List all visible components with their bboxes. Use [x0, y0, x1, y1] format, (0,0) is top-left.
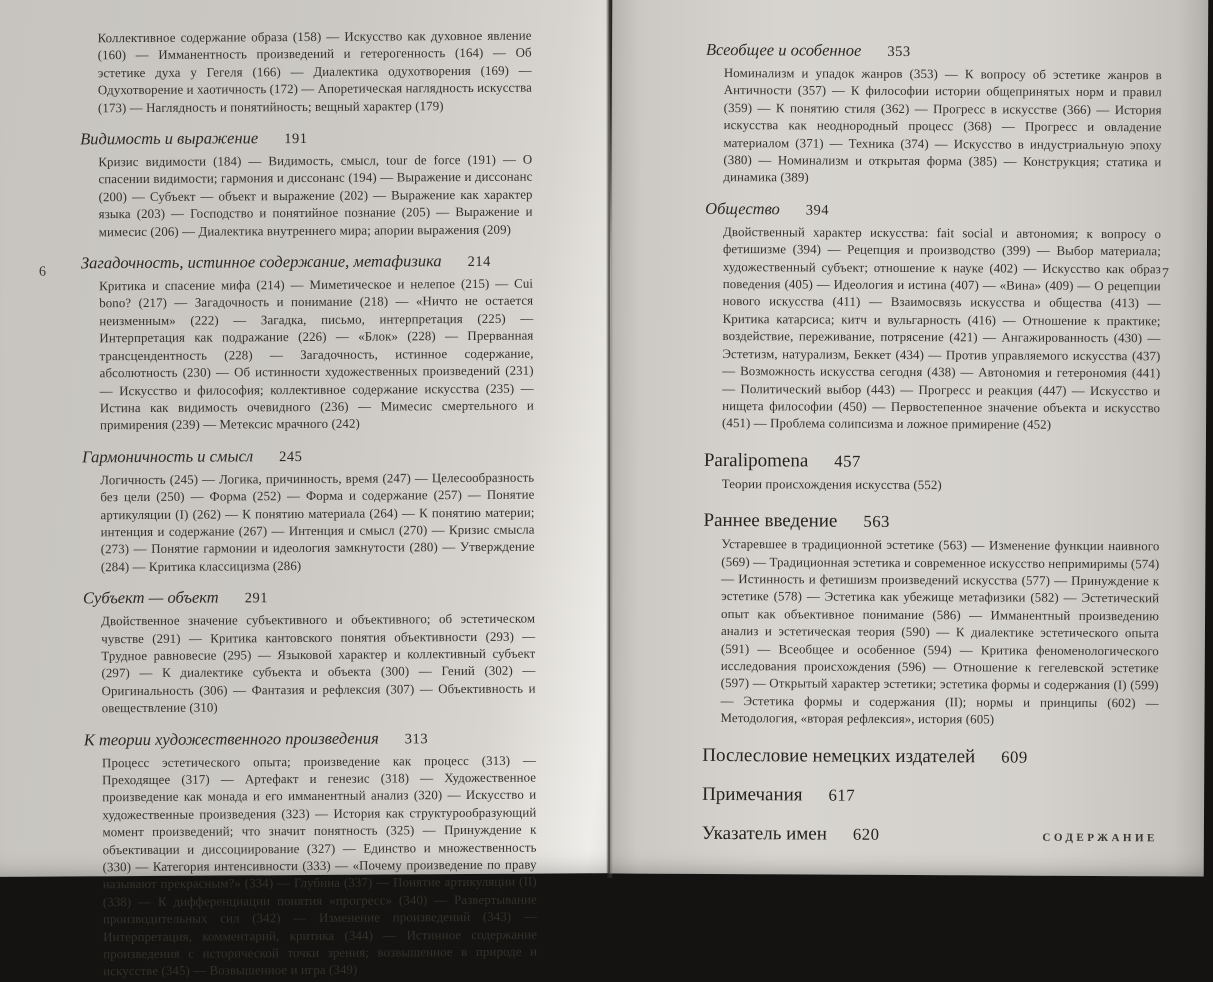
toc-section-title: Paralipomena [703, 449, 809, 472]
toc-section-body: Двойственное значение субъективного и объективного; об эстетическом чувстве (291) — Критика кантовского понятия объективности (293) — Трудное равновесие (295) — Языковой характер и коллективный субъект (297) — К диалектике субъекта и объекта (300) — Гений (302) — Оригинальность (306) — Фантазия и рефлексия (307) — Объективность и овеществление (310) [101, 611, 536, 716]
toc-section [702, 509, 1159, 730]
toc-section [81, 251, 534, 435]
right-column [702, 28, 1162, 851]
toc-sections-left [80, 127, 537, 982]
toc-section-body: Устаревшее в традиционной эстетике (563) — Изменение функции наивного (569) — Традиционная эстетика и современное искусство непримиримы (574) — Истинность и фетишизм произведений искусства (577) — Принуждение к эстетике (578) — Эстетика как убежище метафизики (582) — Эстетический опыт как объективное понимание (586) — Имманентный произведению анализ и эстетическая теория (590) — К диалектике эстетического опыта (591) — Всеобщее и особенное (594) — Критика феноменологического исследования происхождения (596) — Отношение к гегелевской эстетике (597) — Открытый характер эстетики; эстетика формы и содержания (I) (599) — Эстетика формы и содержания (II); нормы и принципы (602) — Методология, «вторая рефлексия», история (605) [720, 537, 1160, 727]
toc-section-heading [80, 127, 532, 151]
toc-section [82, 444, 535, 576]
running-footer: СОДЕРЖАНИЕ [1042, 831, 1158, 845]
toc-page-ref: 291 [244, 590, 269, 607]
toc-section-title: Примечания [702, 783, 803, 806]
toc-section-heading [84, 727, 536, 751]
toc-page-ref: 394 [805, 202, 830, 219]
toc-section-body: Номинализм и упадок жанров (353) — К вопросу об эстетике жанров в Античности (357) — К философии истории общепринятых норм и правил (359) — К понятию стиля (362) — Прогресс в искусстве (366) — История искусства как неоднородный процесс (368) — Прогресс и овладение материалом (371) — Техника (374) — Искусство в индустриальную эпоху (380) — Номинализм и открытая форма (385) — Конструкция; статика и динамика (389) [723, 66, 1162, 185]
toc-page-ref: 617 [828, 785, 856, 805]
toc-page-ref: 563 [863, 511, 890, 532]
toc-sections-right [702, 40, 1162, 847]
toc-section-body: Теории происхождения искусства (552) [721, 476, 942, 492]
toc-section-title: Указатель имен [701, 822, 827, 845]
toc-section-body: Логичность (245) — Логика, причинность, время (247) — Целесообразность без цели (250) — Форма (252) — Форма и содержание (257) — Понятие артикуляции (I) (262) — К понятию материала (264) — К понятию материи; интенция и содержание (267) — Интенция и смысл (270) — Кризис смысла (273) — Понятие гармонии и идеология замкнутости (280) — Утверждение (284) — Критика классицизма (286) [100, 470, 535, 574]
toc-page-ref: 457 [834, 451, 861, 471]
toc-section [702, 744, 1158, 769]
toc-page-ref: 191 [284, 131, 308, 148]
toc-section-heading [83, 586, 535, 610]
page-number-left: 6 [38, 264, 47, 280]
toc-section-heading [703, 509, 1159, 534]
toc-section-body: Критика и спасение мифа (214) — Миметическое и нелепое (215) — Cui bono? (217) — Загадочность и понимание (218) — «Ничто не остается неизменным» (222) — Загадка, письмо, интерпретация (225) — Интерпретация как подражание (226) — «Блок» (228) — Прерванная трансцендентность (228) — Загадочность, истинное содержание, абсолютность (230) — Об истинности художественных произведений (231) — Искусство и философия; коллективное содержание искусства (235) — Истина как видимость очевидного (236) — Мимесис смертельного и примирения (239) — Метексис мрачного (242) [99, 276, 534, 433]
toc-section-body: Процесс эстетического опыта; произведение как процесс (313) — Преходящее (317) — Артефакт и генезис (318) — Художественное произведение как монада и его имманентный анализ (320) — Искусство и художественные произведения (323) — История как структурообразующий момент произведений; что значит понятность (325) — Принуждение к объективации и диссоциирование (327) — Единство и множественность (330) — Категория интенсивности (333) — «Почему произведение по праву называют прекрасным?» (334) — Глубина (337) — Понятие артикуляции (II) (338) — К дифференциации понятия «прогресс» (340) — Развертывание производительных сил (342) — Изменение произведений (343) — Интерпретация, комментарий, критика (344) — Истинное содержание произведения с исторической точки зрения; возвышенное в природе и искусстве (345) — Возвышенное и игра (349) [101, 753, 538, 979]
toc-section [704, 199, 1161, 435]
toc-section-heading [705, 199, 1161, 222]
book-gutter-shadow [606, 0, 613, 878]
toc-section-heading [81, 251, 533, 275]
toc-page-ref: 313 [404, 730, 429, 747]
toc-section-heading [702, 744, 1158, 769]
toc-section-title: Общество [705, 198, 780, 219]
toc-section-heading [82, 444, 534, 468]
page-number-right: 7 [1161, 266, 1169, 282]
toc-section [704, 449, 1160, 496]
toc-section-body: Двойственный характер искусства: fait social и автономия; к вопросу о фетишизме (394) — Рецепция и производство (399) — Выбор материала; художественный субъект; отношение к науке (402) — Искусство как образ поведения (405) — Идеология и истина (407) — «Вина» (409) — О рецепции нового искусства (411) — Взаимосвязь искусства и общества (413) — Критика катарсиса; китч и вульгарность (416) — Отношение к практике; воздействие, переживание, потрясение (421) — Ангажированность (430) — Эстетизм, натурализм, Беккет (434) — Против управляемого искусства (437) — Возможность искусства сегодня (438) — Автономия и гетерономия (441) — Политический выбор (443) — Прогресс и реакция (447) — Искусство и нищета философии (450) — Первостепенное значение объекта и искусство (451) — Проблема солипсизма и ложное примирение (452) [722, 224, 1162, 433]
toc-section [702, 783, 1158, 808]
toc-page-ref: 620 [852, 824, 880, 844]
toc-section-title: Субъект — объект [82, 587, 219, 608]
toc-section [80, 127, 533, 242]
toc-section-title: Послесловие немецких издателей [702, 744, 976, 767]
left-column [80, 28, 538, 982]
toc-section-title: Раннее введение [703, 510, 838, 532]
toc-section-title: Всеобщее и особенное [705, 39, 862, 60]
toc-section-title: Гармоничность и смысл [82, 446, 254, 467]
toc-page-ref: 214 [467, 253, 491, 271]
toc-section-heading [706, 40, 1162, 63]
toc-section [705, 40, 1162, 189]
toc-section-heading [704, 449, 1160, 474]
toc-section-title: Видимость и выражение [80, 128, 259, 149]
toc-section-title: Загадочность, истинное содержание, метафизика [80, 251, 442, 273]
toc-section-body: Кризис видимости (184) — Видимость, смысл, tour de force (191) — О спасении видимости; гармония и диссонанс (194) — Выражение и диссонанс (200) — Субъект — объект и выражение (202) — Выражение как характер языка (203) — Господство и понятийное познание (205) — Выражение и мимесис (206) — Диалектика внутреннего мира; апории выражения (209) [98, 152, 533, 239]
toc-intro-paragraph: Коллективное содержание образа (158) — Искусство как духовное явление (160) — Имманентность произведений и гетерогенность (164) — Об эстетике духа у Гегеля (166) — Диалектика одухотворения (169) — Одухотворение и хаотичность (172) — Апоретическая наглядность искусства (173) — Наглядность и понятийность; вещный характер (179) [97, 28, 532, 115]
toc-page-ref: 609 [1001, 747, 1028, 767]
toc-section [83, 586, 536, 718]
toc-page-ref: 353 [887, 43, 911, 61]
toc-section [84, 727, 538, 981]
toc-section-title: К теории художественного произведения [83, 728, 379, 749]
right-page [608, 0, 1209, 877]
toc-section-heading [702, 783, 1158, 808]
toc-page-ref: 245 [279, 448, 303, 465]
